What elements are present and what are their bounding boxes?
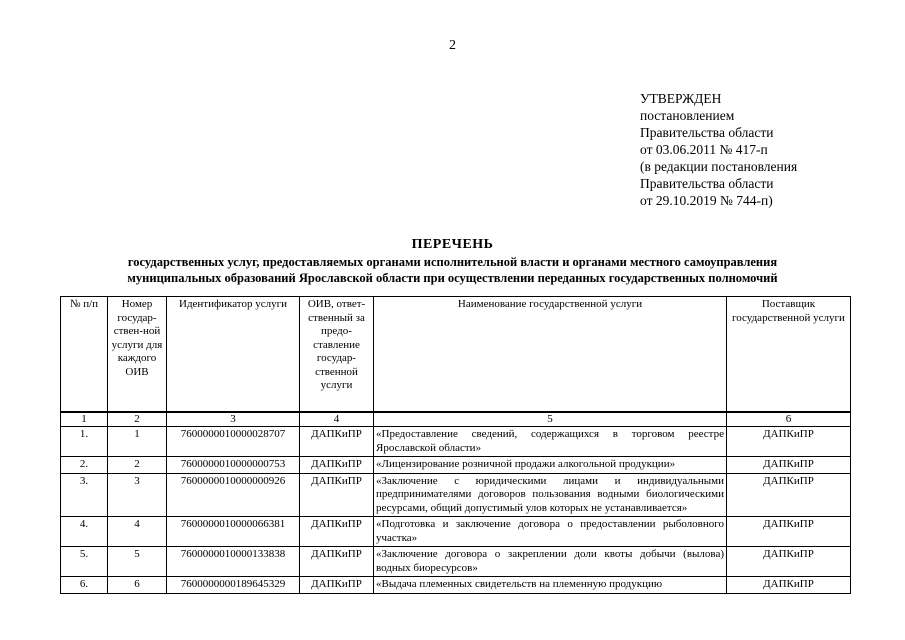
column-number: 1	[61, 413, 108, 427]
responsible-agency: ДАПКиПР	[300, 577, 374, 594]
column-header: ОИВ, ответ-ственный за предо-ставление государ-ственной услуги	[300, 297, 374, 412]
service-provider: ДАПКиПР	[727, 577, 851, 594]
responsible-agency: ДАПКиПР	[300, 517, 374, 547]
service-name: «Выдача племенных свидетельств на племенную продукцию	[374, 577, 727, 594]
service-name: «Заключение договора о закреплении доли квоты добычи (вылова) водных биоресурсов»	[374, 547, 727, 577]
column-header: Номер государ-ствен-ной услуги для каждого ОИВ	[108, 297, 167, 412]
title-subtitle-line2: муниципальных образований Ярославской области при осуществлении переданных государственных полномочий	[127, 271, 778, 285]
oiv-service-number: 5	[108, 547, 167, 577]
column-header: Поставщик государственной услуги	[727, 297, 851, 412]
service-name: «Предоставление сведений, содержащихся в торговом реестре Ярославской области»	[374, 427, 727, 457]
row-number: 5.	[61, 547, 108, 577]
service-name: «Лицензирование розничной продажи алкогольной продукции»	[374, 457, 727, 474]
approval-line: УТВЕРЖДЕН	[640, 91, 722, 106]
column-header: Идентификатор услуги	[167, 297, 300, 412]
row-number: 2.	[61, 457, 108, 474]
column-number: 3	[167, 413, 300, 427]
table-row	[61, 577, 851, 594]
table-row	[61, 473, 851, 517]
approval-line: постановлением	[640, 108, 735, 123]
column-header: № п/п	[61, 297, 108, 412]
column-number: 2	[108, 413, 167, 427]
row-number: 4.	[61, 517, 108, 547]
approval-line: от 29.10.2019 № 744-п)	[640, 193, 773, 208]
approval-line: (в редакции постановления	[640, 159, 798, 174]
oiv-service-number: 4	[108, 517, 167, 547]
service-provider: ДАПКиПР	[727, 457, 851, 474]
oiv-service-number: 3	[108, 473, 167, 517]
table-row	[61, 457, 851, 474]
table-row	[61, 427, 851, 457]
service-name: «Подготовка и заключение договора о предоставлении рыболовного участка»	[374, 517, 727, 547]
service-provider: ДАПКиПР	[727, 427, 851, 457]
service-identifier: 7600000010000000753	[167, 457, 300, 474]
service-identifier: 7600000010000133838	[167, 547, 300, 577]
column-number-row	[61, 413, 851, 427]
responsible-agency: ДАПКиПР	[300, 427, 374, 457]
service-provider: ДАПКиПР	[727, 473, 851, 517]
approval-line: Правительства области	[640, 125, 774, 140]
title-subtitle-line1: государственных услуг, предоставляемых органами исполнительной власти и органами местного самоуправления	[127, 255, 778, 269]
responsible-agency: ДАПКиПР	[300, 473, 374, 517]
row-number: 3.	[61, 473, 108, 517]
approval-line: Правительства области	[640, 176, 774, 191]
approval-line: от 03.06.2011 № 417-п	[640, 142, 768, 157]
oiv-service-number: 6	[108, 577, 167, 594]
responsible-agency: ДАПКиПР	[300, 457, 374, 474]
service-identifier: 7600000000189645329	[167, 577, 300, 594]
row-number: 1.	[61, 427, 108, 457]
column-header: Наименование государственной услуги	[374, 297, 727, 412]
service-identifier: 7600000010000000926	[167, 473, 300, 517]
oiv-service-number: 1	[108, 427, 167, 457]
document-title	[40, 236, 865, 286]
table-row	[61, 517, 851, 547]
page-number: 2	[449, 38, 456, 53]
responsible-agency: ДАПКиПР	[300, 547, 374, 577]
table-row	[61, 547, 851, 577]
title-main: ПЕРЕЧЕНЬ	[411, 237, 494, 252]
service-identifier: 7600000010000066381	[167, 517, 300, 547]
column-number: 6	[727, 413, 851, 427]
row-number: 6.	[61, 577, 108, 594]
services-table	[60, 296, 851, 594]
table-header-row	[61, 297, 851, 412]
oiv-service-number: 2	[108, 457, 167, 474]
column-number: 5	[374, 413, 727, 427]
service-identifier: 7600000010000028707	[167, 427, 300, 457]
service-provider: ДАПКиПР	[727, 547, 851, 577]
column-number: 4	[300, 413, 374, 427]
service-provider: ДАПКиПР	[727, 517, 851, 547]
approval-stamp	[640, 90, 797, 209]
service-name: «Заключение с юридическими лицами и индивидуальными предпринимателями договоров пользования водными биологическими ресурсами, общий допустимый улов которых не устанавливается»	[374, 473, 727, 517]
